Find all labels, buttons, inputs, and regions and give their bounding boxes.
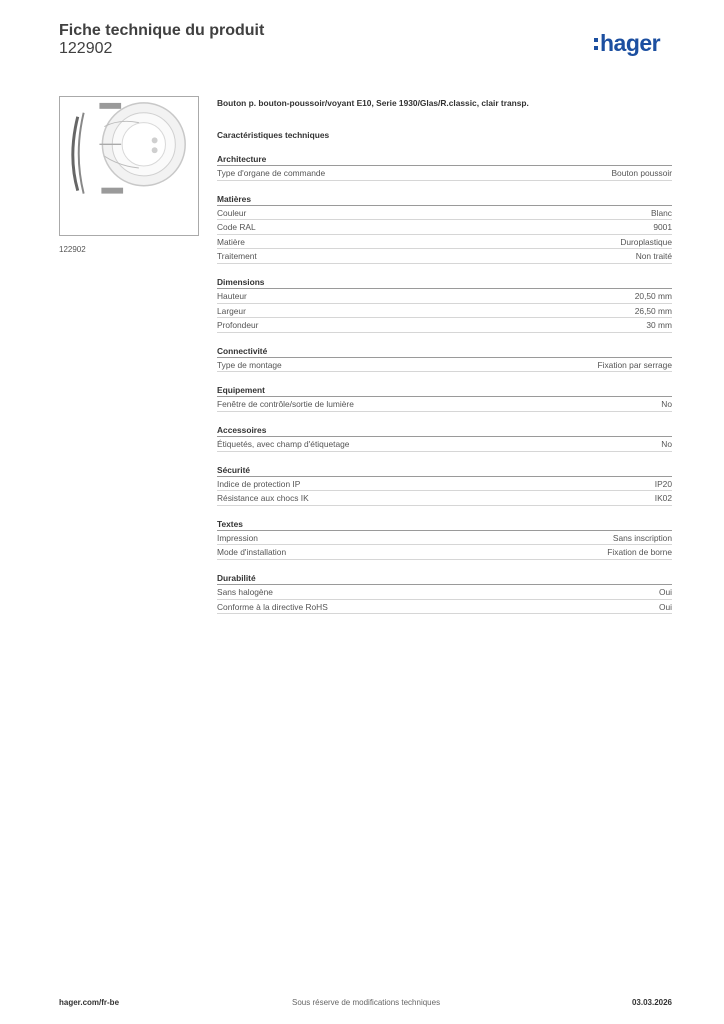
spec-row xyxy=(217,585,672,600)
spec-value: No xyxy=(661,438,672,449)
section-title: Matières xyxy=(217,193,672,206)
spec-row xyxy=(217,491,672,506)
spec-value: No xyxy=(661,399,672,410)
spec-value: 26,50 mm xyxy=(634,305,672,316)
spec-label: Code RAL xyxy=(217,222,256,233)
spec-section xyxy=(217,464,672,506)
spec-label: Largeur xyxy=(217,305,246,316)
spec-row xyxy=(217,477,672,492)
logo-text: hager xyxy=(600,29,661,56)
image-caption: 122902 xyxy=(59,245,86,254)
spec-value: IK02 xyxy=(654,493,672,504)
spec-section xyxy=(217,384,672,412)
spec-label: Matière xyxy=(217,236,245,247)
spec-value: Fixation par serrage xyxy=(597,359,672,370)
spec-section xyxy=(217,276,672,333)
spec-row xyxy=(217,220,672,235)
spec-row xyxy=(217,289,672,304)
section-title: Sécurité xyxy=(217,464,672,477)
spec-value: 20,50 mm xyxy=(634,290,672,301)
section-title: Accessoires xyxy=(217,424,672,437)
spec-label: Traitement xyxy=(217,251,257,262)
product-code: 122902 xyxy=(59,40,113,57)
spec-label: Profondeur xyxy=(217,320,259,331)
spec-label: Mode d'installation xyxy=(217,547,287,558)
spec-section xyxy=(217,193,672,264)
spec-row xyxy=(217,318,672,333)
spec-value: 9001 xyxy=(653,222,672,233)
spec-label: Sans halogène xyxy=(217,586,273,597)
spec-row xyxy=(217,235,672,250)
spec-value: Oui xyxy=(658,586,672,597)
logo-dots-icon xyxy=(594,38,598,50)
spec-value: Oui xyxy=(658,601,672,612)
spec-row xyxy=(217,249,672,264)
spec-value: Bouton poussoir xyxy=(611,168,672,178)
spec-value: IP20 xyxy=(654,478,672,489)
spec-section xyxy=(217,424,672,452)
spec-section xyxy=(217,345,672,373)
spec-section xyxy=(217,572,672,614)
spec-label: Impression xyxy=(217,532,258,543)
spec-sections xyxy=(217,153,672,614)
footer-disclaimer: Sous réserve de modifications techniques xyxy=(292,998,441,1007)
spec-row xyxy=(217,304,672,319)
product-description: Bouton p. bouton-poussoir/voyant E10, Serie 1930/Glas/R.classic, clair transp. xyxy=(217,98,529,108)
spec-value: Duroplastique xyxy=(620,236,672,247)
spec-value: 30 mm xyxy=(646,320,672,331)
spec-value: Non traité xyxy=(635,251,672,262)
specs-title: Caractéristiques techniques xyxy=(217,130,330,140)
spec-row xyxy=(217,531,672,546)
spec-section xyxy=(217,153,672,181)
spec-value: Fixation de borne xyxy=(607,547,672,558)
section-title: Architecture xyxy=(217,153,672,166)
spec-label: Type de montage xyxy=(217,359,282,370)
section-title: Equipement xyxy=(217,384,672,397)
spec-label: Fenêtre de contrôle/sortie de lumière xyxy=(217,399,354,410)
spec-row xyxy=(217,545,672,560)
spec-row xyxy=(217,397,672,412)
spec-label: Hauteur xyxy=(217,290,247,301)
spec-value: Blanc xyxy=(651,207,672,218)
spec-row xyxy=(217,166,672,181)
product-content xyxy=(217,96,672,614)
spec-section xyxy=(217,518,672,560)
spec-label: Indice de protection IP xyxy=(217,478,301,489)
section-title: Dimensions xyxy=(217,276,672,289)
spec-row xyxy=(217,437,672,452)
spec-row xyxy=(217,600,672,615)
section-title: Connectivité xyxy=(217,345,672,358)
section-title: Textes xyxy=(217,518,672,531)
product-image xyxy=(59,96,199,236)
spec-label: Étiquetés, avec champ d'étiquetage xyxy=(217,438,350,449)
page-title: Fiche technique du produit xyxy=(59,22,265,39)
spec-row xyxy=(217,358,672,373)
spec-label: Conforme à la directive RoHS xyxy=(217,601,328,612)
footer-date: 03.03.2026 xyxy=(631,998,672,1007)
spec-row xyxy=(217,206,672,221)
spec-value: Sans inscription xyxy=(612,532,672,543)
product-photo-pushbutton-icon xyxy=(60,97,198,235)
hager-logo xyxy=(594,28,660,58)
footer-website[interactable]: hager.com/fr-be xyxy=(59,998,120,1007)
section-title: Durabilité xyxy=(217,572,672,585)
spec-label: Couleur xyxy=(217,207,247,218)
spec-label: Résistance aux chocs IK xyxy=(217,493,309,504)
spec-label: Type d'organe de commande xyxy=(217,168,326,178)
